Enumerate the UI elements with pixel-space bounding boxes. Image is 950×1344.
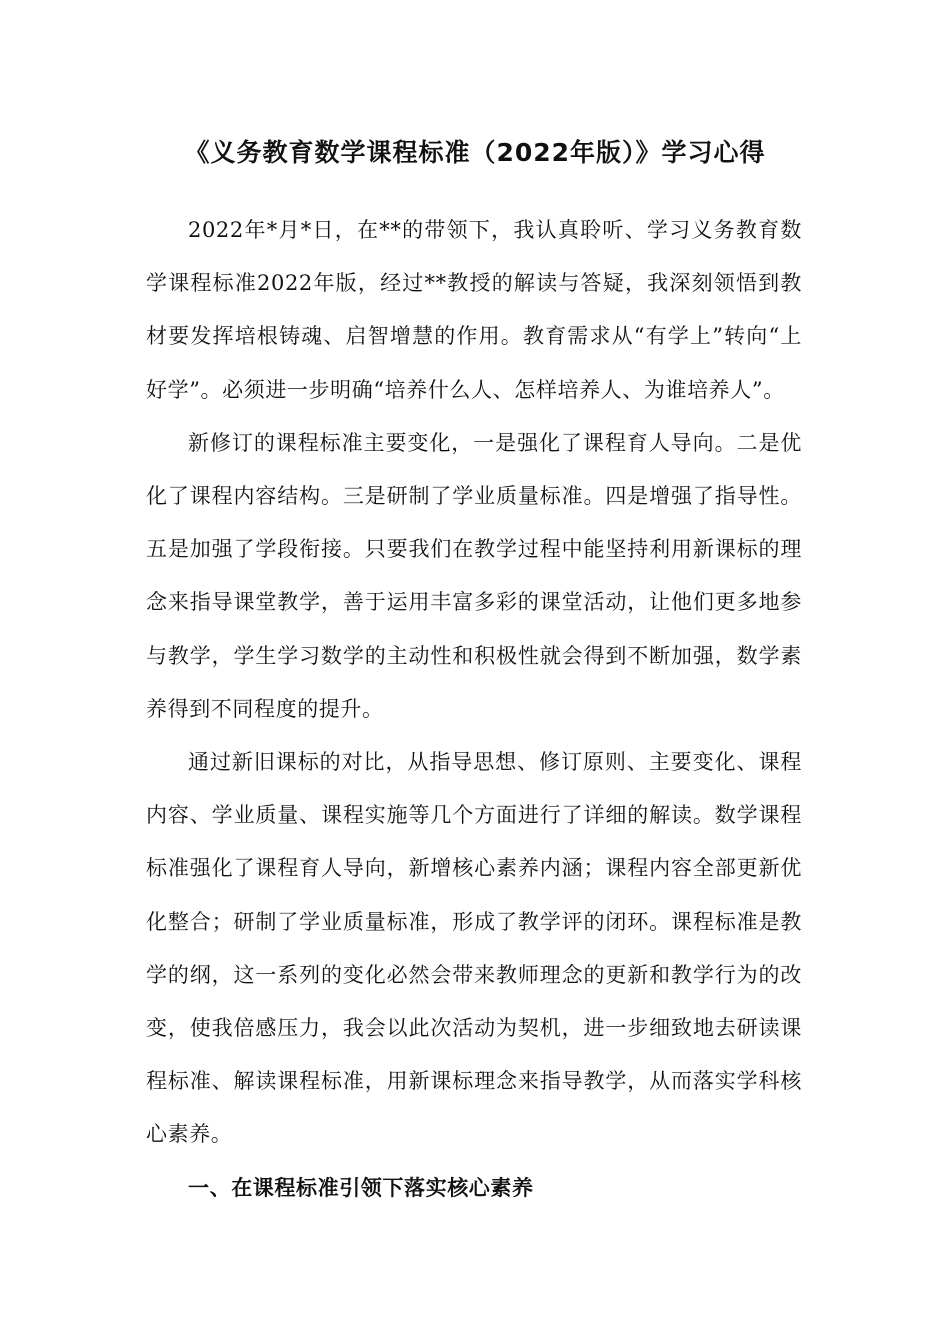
- paragraph-comparison: 通过新旧课标的对比，从指导思想、修订原则、主要变化、课程内容、学业质量、课程实施等几个方面进行了详细的解读。数学课程标准强化了课程育人导向，新增核心素养内涵；课程内容全部更新优化整合；研制了学业质量标准，形成了教学评的闭环。课程标准是教学的纲，这一系列的变化必然会带来教师理念的更新和教学行为的改变，使我倍感压力，我会以此次活动为契机，进一步细致地去研读课程标准、解读课程标准，用新课标理念来指导教学，从而落实学科核心素养。: [146, 750, 802, 1147]
- document-title: 《义务教育数学课程标准（2022年版）》学习心得: [184, 138, 766, 167]
- paragraph-intro: 2022年*月*日，在**的带领下，我认真聆听、学习义务教育数学课程标准2022年版，经过**教授的解读与答疑，我深刻领悟到教材要发挥培根铸魂、启智增慧的作用。教育需求从“有学上”转向“上好学”。必须进一步明确“培养什么人、怎样培养人、为谁培养人”。: [146, 218, 802, 402]
- paragraph-changes: 新修订的课程标准主要变化，一是强化了课程育人导向。二是优化了课程内容结构。三是研制了学业质量标准。四是增强了指导性。五是加强了学段衔接。只要我们在教学过程中能坚持利用新课标的理念来指导课堂教学，善于运用丰富多彩的课堂活动，让他们更多地参与教学，学生学习数学的主动性和积极性就会得到不断加强，数学素养得到不同程度的提升。: [146, 430, 802, 721]
- document-body: [146, 204, 802, 1215]
- section-heading: 一、在课程标准引领下落实核心素养: [188, 1175, 534, 1200]
